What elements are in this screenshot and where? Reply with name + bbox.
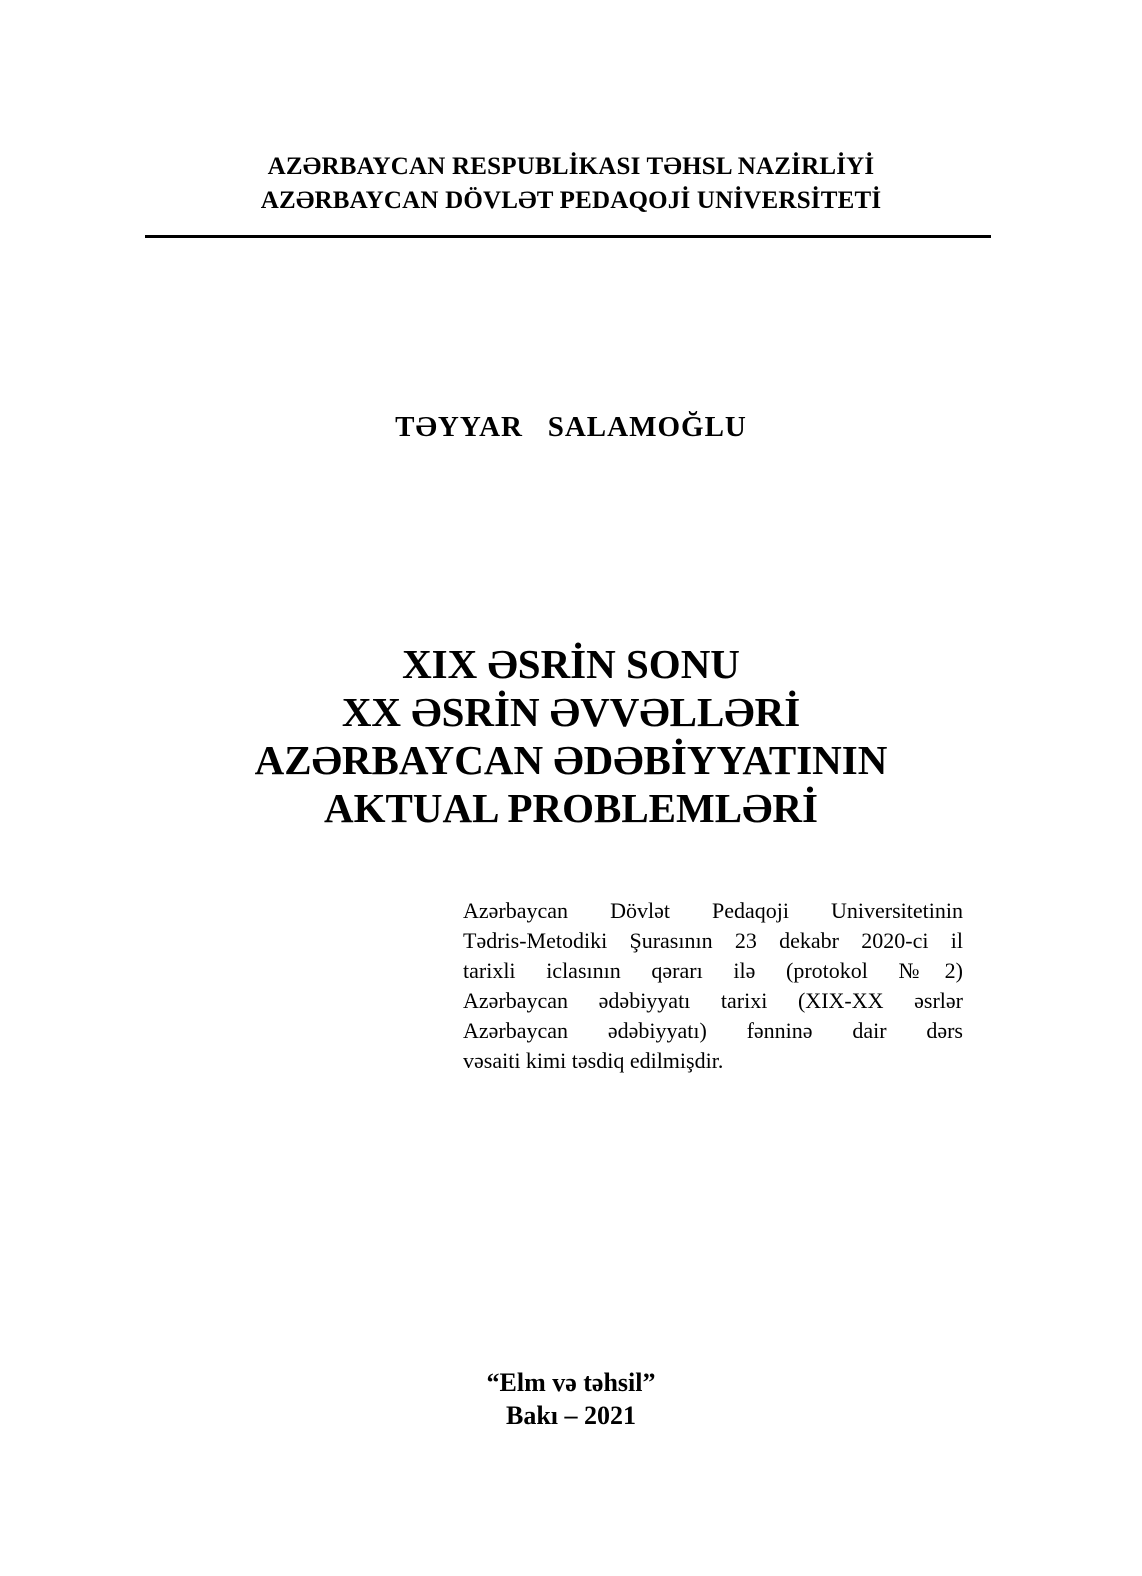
approval-line-2: Tədris-Metodiki Şurasının 23 dekabr 2020-ci il xyxy=(463,928,963,953)
title-line-1: XIX ƏSRİN SONU xyxy=(402,641,740,687)
publication-city-year: Bakı – 2021 xyxy=(505,1401,637,1430)
approval-line-4: Azərbaycan ədəbiyyatı tarixi (XIX-XX əsrlər xyxy=(463,988,963,1013)
approval-line-1: Azərbaycan Dövlət Pedaqoji Universitetinin xyxy=(463,898,963,923)
header-divider xyxy=(145,235,991,238)
approval-line-3: tarixli iclasının qərarı ilə (protokol №2) xyxy=(463,958,963,983)
book-title xyxy=(0,640,1142,832)
approval-line-6: vəsaiti kimi təsdiq edilmişdir. xyxy=(463,1048,724,1073)
title-line-4: AKTUAL PROBLEMLƏRİ xyxy=(324,785,818,831)
publisher-name: “Elm və təhsil” xyxy=(486,1368,656,1397)
institution-header xyxy=(0,150,1142,218)
publisher-block xyxy=(0,1366,1142,1432)
approval-note xyxy=(463,896,963,1076)
university-name: AZƏRBAYCAN DÖVLƏT PEDAQOJİ UNİVERSİTETİ xyxy=(260,187,882,214)
author-name: TƏYYAR SALAMOĞLU xyxy=(395,411,747,443)
title-line-3: AZƏRBAYCAN ƏDƏBİYYATININ xyxy=(254,737,888,783)
ministry-name: AZƏRBAYCAN RESPUBLİKASI TƏHSL NAZİRLİYİ xyxy=(267,153,875,180)
title-line-2: XX ƏSRİN ƏVVƏLLƏRİ xyxy=(341,689,801,735)
approval-line-5: Azərbaycan ədəbiyyatı) fənninə dair dərs xyxy=(463,1018,963,1043)
